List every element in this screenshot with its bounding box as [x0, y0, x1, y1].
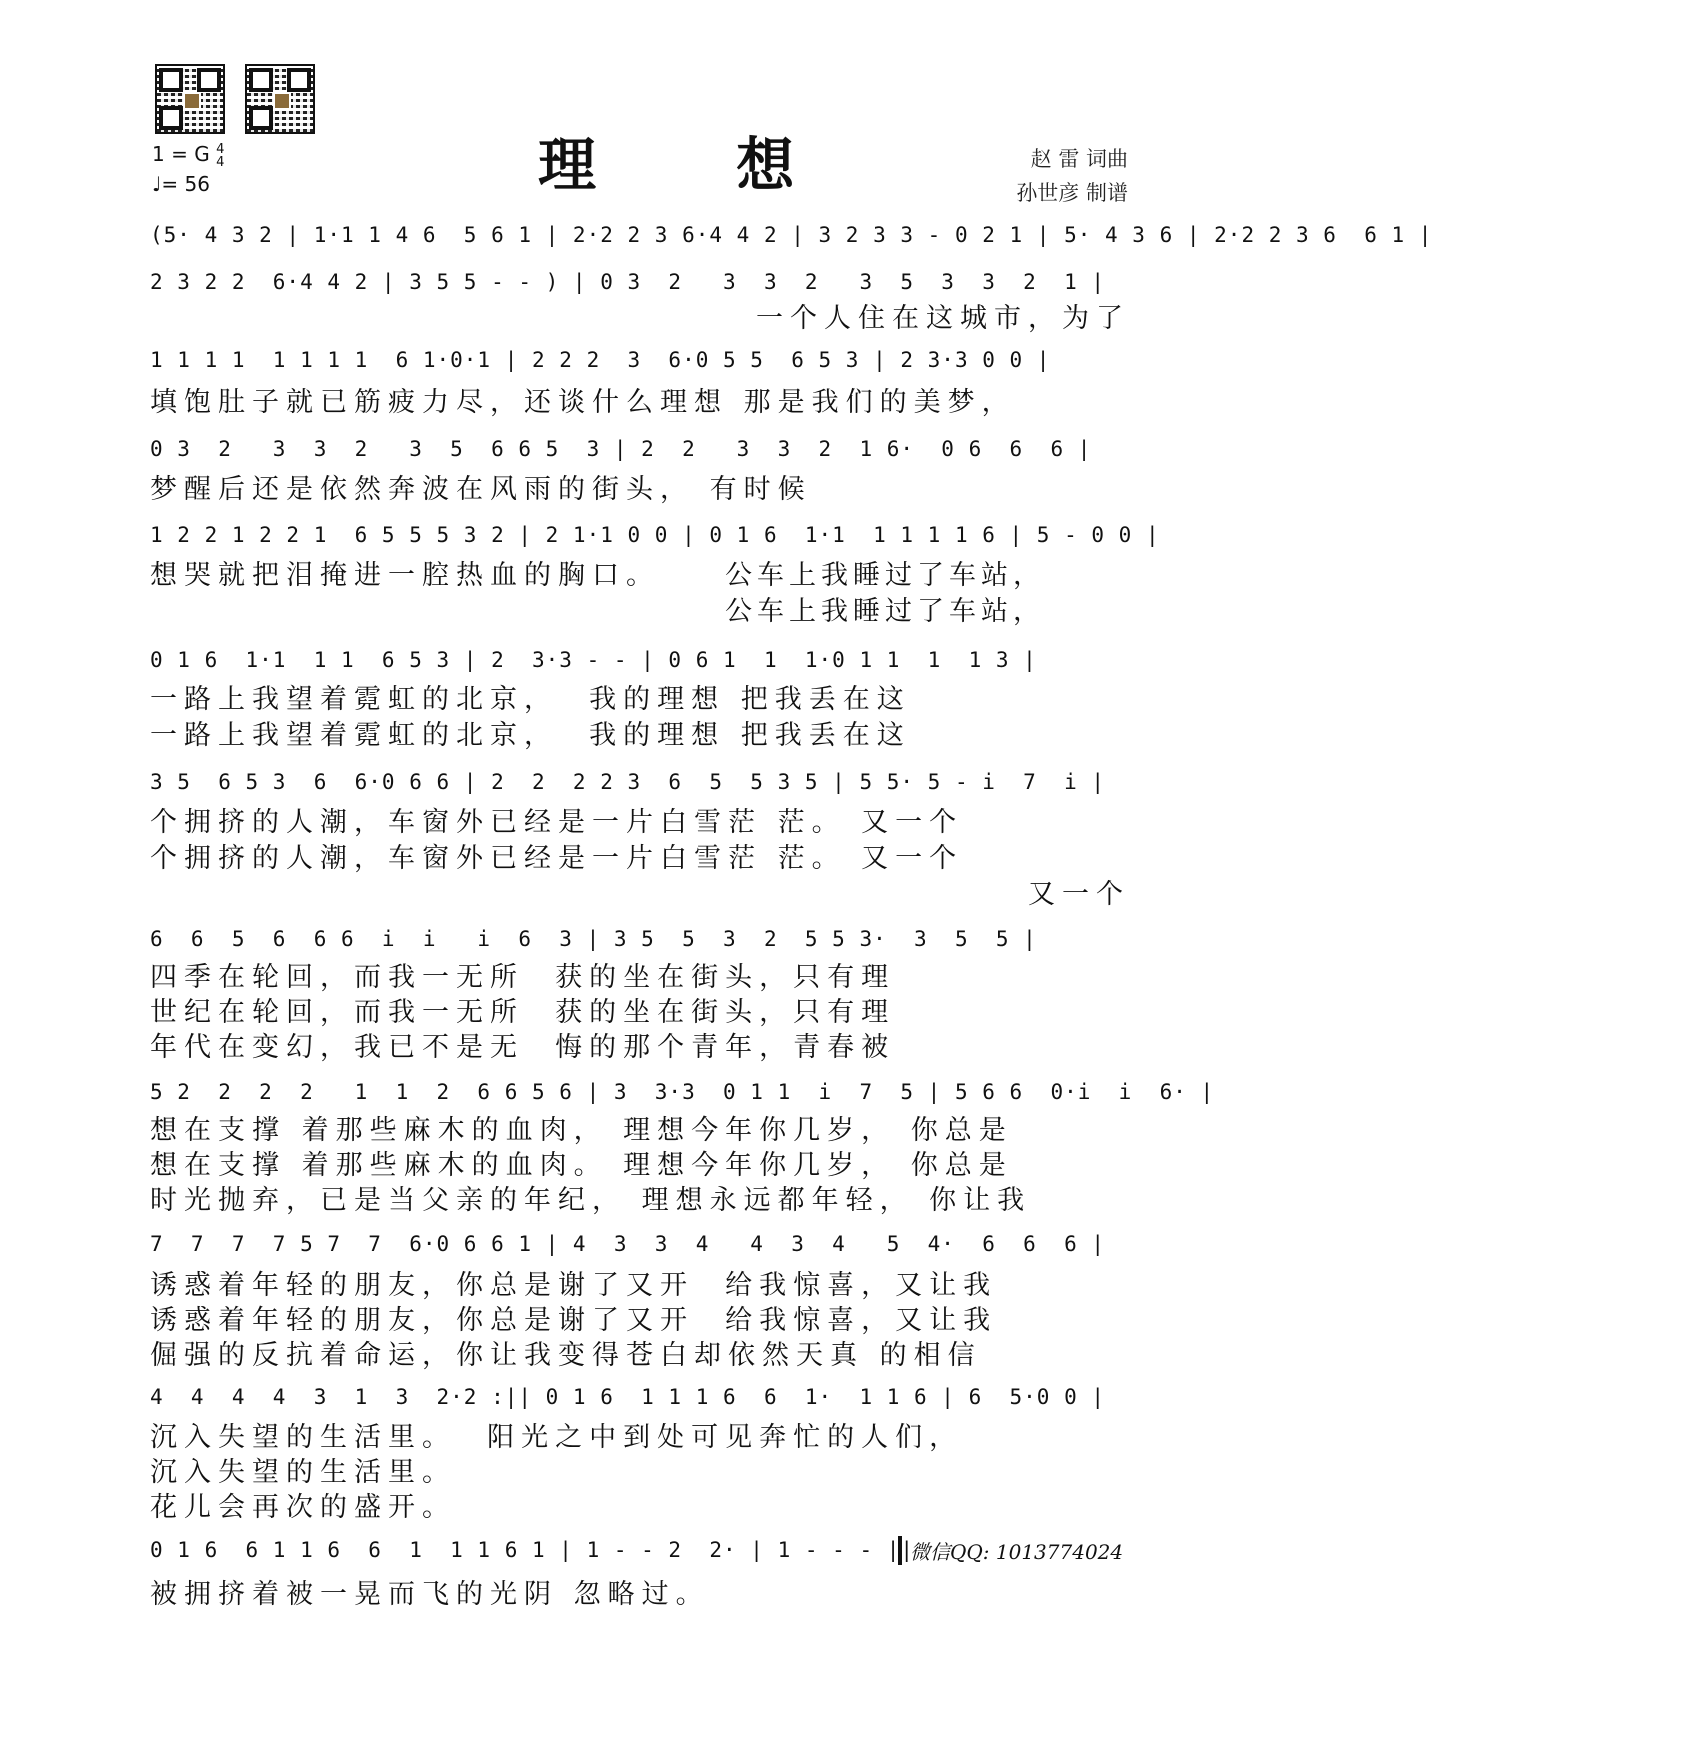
lyric-line: 公车上我睡过了车站，	[725, 596, 1045, 627]
lyric-line: 四季在轮回，而我一无所 获的坐在街头，只有理	[150, 962, 896, 993]
notation-row-12: 0 1 6 6 1 1 6 6 1 1 1 6 1 | 1 - - 2 2· | 1 - - - ||	[150, 1538, 915, 1562]
notation-row-3: 1 1 1 1 1 1 1 1 6 1·0·1 | 2 2 2 3 6·0 5 5 6 5 3 | 2 3·3 0 0 |	[150, 348, 1051, 372]
notation-row-11: 4 4 4 4 3 1 3 2·2 :|| 0 1 6 1 1 1 6 6 1· 1 1 6 | 6 5·0 0 |	[150, 1385, 1106, 1409]
lyric-line: 被拥挤着被一晃而飞的光阴 忽略过。	[150, 1579, 710, 1610]
lyric-line: 诱惑着年轻的朋友，你总是谢了又开 给我惊喜，又让我	[150, 1270, 998, 1301]
song-title: 理 想	[538, 131, 855, 199]
lyric-line: 个拥挤的人潮，车窗外已经是一片白雪茫 茫。 又一个	[150, 807, 964, 838]
notation-row-5: 1 2 2 1 2 2 1 6 5 5 5 3 2 | 2 1·1 0 0 | 0 1 6 1·1 1 1 1 1 6 | 5 - 0 0 |	[150, 523, 1160, 547]
lyric-line: 公车上我睡过了车站，	[725, 560, 1045, 591]
qr-code-right	[245, 64, 315, 134]
lyric-line: 一路上我望着霓虹的北京， 我的理想 把我丢在这	[150, 684, 911, 715]
lyric-line: 一个人住在这城市，为了	[756, 303, 1130, 334]
key-signature	[152, 142, 224, 169]
key-label: 1 = G	[152, 142, 210, 166]
lyric-line: 想在支撑 着那些麻木的血肉。 理想今年你几岁， 你总是	[150, 1150, 1013, 1181]
lyric-line: 世纪在轮回，而我一无所 获的坐在街头，只有理	[150, 997, 896, 1028]
qr-code-left	[155, 64, 225, 134]
time-signature	[216, 143, 224, 169]
lyric-line: 填饱肚子就已筋疲力尽，还谈什么理想 那是我们的美梦，	[150, 387, 1016, 418]
lyric-line: 又一个	[1028, 879, 1130, 910]
notation-row-2: 2 3 2 2 6·4 4 2 | 3 5 5 - - ) | 0 3 2 3 3 2 3 5 3 3 2 1 |	[150, 270, 1106, 294]
lyric-line: 诱惑着年轻的朋友，你总是谢了又开 给我惊喜，又让我	[150, 1305, 998, 1336]
notation-row-4: 0 3 2 3 3 2 3 5 6 6 5 3 | 2 2 3 3 2 1 6· 0 6 6 6 |	[150, 437, 1092, 461]
lyric-line: 想哭就把泪掩进一腔热血的胸口。	[150, 560, 660, 591]
notation-row-8: 6 6 5 6 6 6 i i i 6 3 | 3 5 5 3 2 5 5 3· 3 5 5 |	[150, 927, 1037, 951]
lyric-line: 沉入失望的生活里。 阳光之中到处可见奔忙的人们，	[150, 1422, 964, 1453]
time-signature-top: 4	[216, 141, 225, 157]
time-signature-bottom: 4	[216, 154, 225, 170]
lyric-line: 想在支撑 着那些麻木的血肉， 理想今年你几岁， 你总是	[150, 1115, 1013, 1146]
credit-composer: 赵 雷 词曲	[1030, 147, 1128, 171]
lyric-line: 个拥挤的人潮，车窗外已经是一片白雪茫 茫。 又一个	[150, 843, 964, 874]
lyric-line: 一路上我望着霓虹的北京， 我的理想 把我丢在这	[150, 720, 911, 751]
notation-row-9: 5 2 2 2 2 1 1 2 6 6 5 6 | 3 3·3 0 1 1 i 7 5 | 5 6 6 0·i i 6· |	[150, 1080, 1215, 1104]
lyric-line: 年代在变幻，我已不是无 悔的那个青年，青春被	[150, 1032, 896, 1063]
lyric-line: 沉入失望的生活里。	[150, 1457, 456, 1488]
lyric-line: 倔强的反抗着命运，你让我变得苍白却依然天真 的相信	[150, 1340, 982, 1371]
lyric-line: 时光抛弃，已是当父亲的年纪， 理想永远都年轻， 你让我	[150, 1185, 1032, 1216]
notation-row-1: (5· 4 3 2 | 1·1 1 4 6 5 6 1 | 2·2 2 3 6·4 4 2 | 3 2 3 3 - 0 2 1 | 5· 4 3 6 | 2·2 2 3 6 6 1 |	[150, 223, 1433, 247]
notation-row-7: 3 5 6 5 3 6 6·0 6 6 | 2 2 2 2 3 6 5 5 3 5 | 5 5· 5 - i 7 i |	[150, 770, 1106, 794]
tempo-marking: ♩= 56	[152, 172, 210, 196]
contact-info: 微信QQ: 1013774024	[898, 1536, 1123, 1565]
lyric-line: 梦醒后还是依然奔波在风雨的街头， 有时候	[150, 474, 812, 505]
notation-row-10: 7 7 7 7 5 7 7 6·0 6 6 1 | 4 3 3 4 4 3 4 5 4· 6 6 6 |	[150, 1232, 1106, 1256]
notation-row-6: 0 1 6 1·1 1 1 6 5 3 | 2 3·3 - - | 0 6 1 1 1·0 1 1 1 1 3 |	[150, 648, 1037, 672]
lyric-line: 花儿会再次的盛开。	[150, 1492, 456, 1523]
credit-transcriber: 孙世彦 制谱	[1016, 181, 1128, 205]
